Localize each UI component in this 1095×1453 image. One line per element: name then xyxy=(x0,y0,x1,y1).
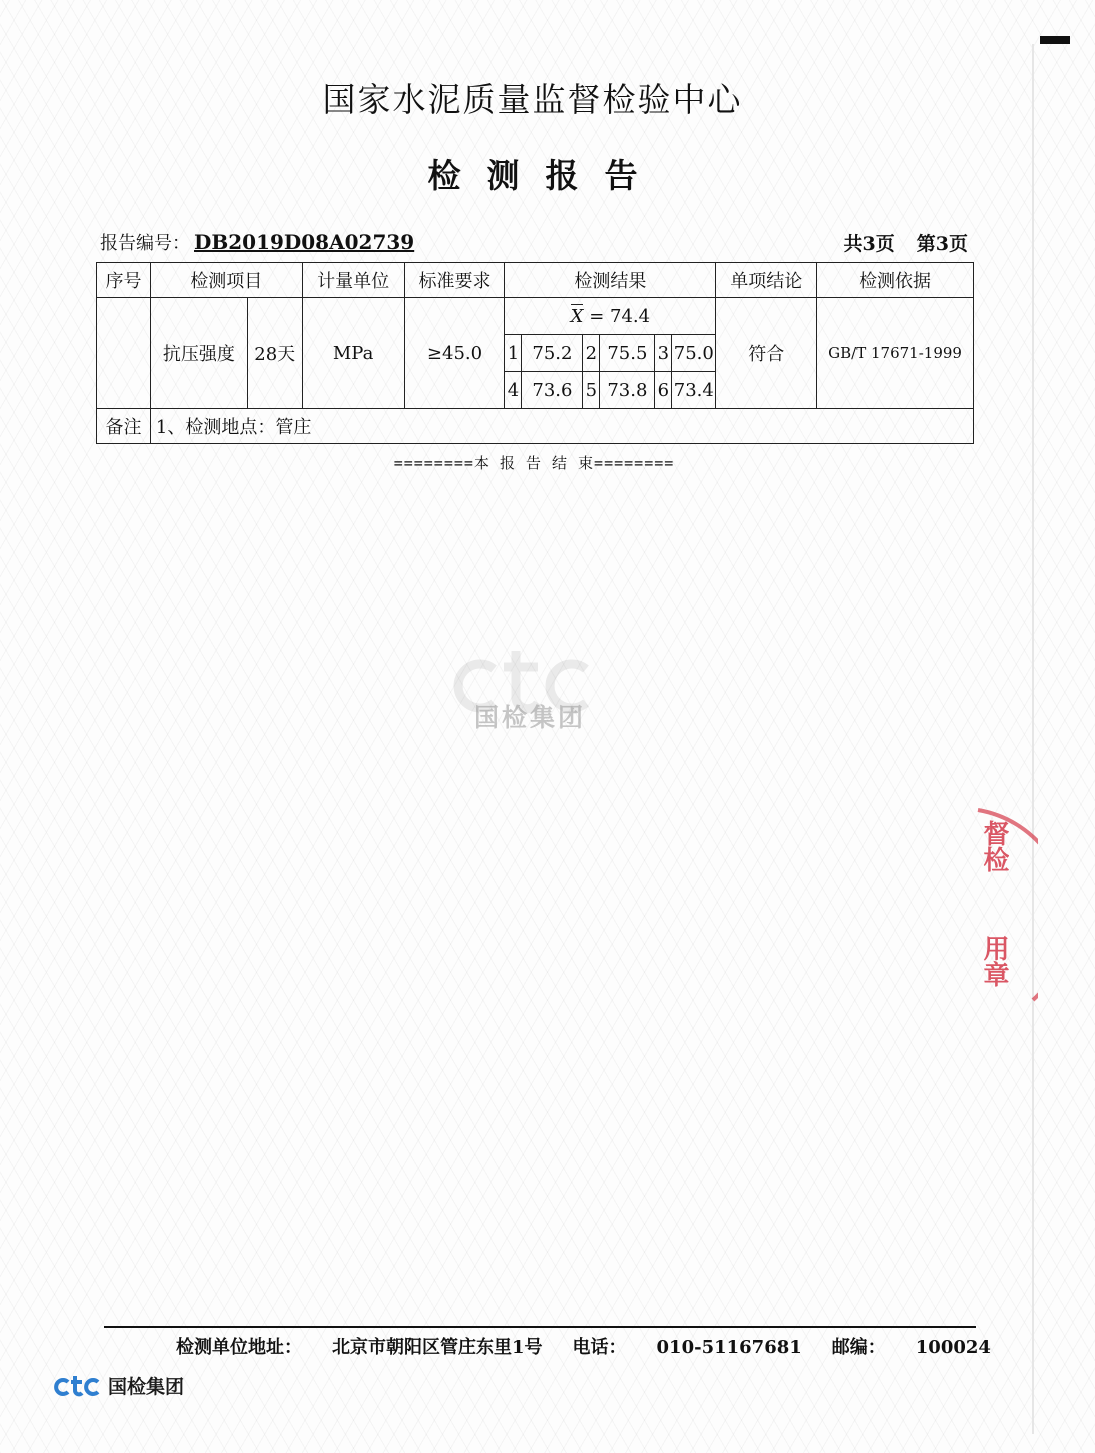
cell-conclusion: 符合 xyxy=(716,298,817,409)
result-index: 1 xyxy=(505,335,522,372)
report-number-value: DB2019D08A02739 xyxy=(194,230,415,254)
table-header-row xyxy=(97,263,974,298)
footer-phone xyxy=(573,1337,802,1358)
footer-zip xyxy=(832,1337,991,1358)
current-page: 第3页 xyxy=(916,233,968,255)
phone-value: 010-51167681 xyxy=(656,1337,802,1358)
result-index: 2 xyxy=(583,335,600,372)
result-value: 73.6 xyxy=(522,372,583,409)
header-unit: 计量单位 xyxy=(302,263,404,298)
watermark-text: 国检集团 xyxy=(473,703,586,732)
total-pages: 共3页 xyxy=(843,233,895,255)
page-indicator xyxy=(844,229,968,256)
cell-basis: GB/T 17671-1999 xyxy=(817,298,974,409)
seal-text-top: 督检 xyxy=(979,820,1009,872)
org-title: 国家水泥质量监督检验中心 xyxy=(322,80,743,119)
result-index: 3 xyxy=(655,335,672,372)
result-index: 4 xyxy=(505,372,522,409)
seal-text-bottom: 用章 xyxy=(979,935,1009,987)
logo-text: 国检集团 xyxy=(108,1376,185,1398)
mean-value: = 74.4 xyxy=(589,305,651,327)
ctc-logo xyxy=(54,1372,184,1399)
cell-item: 抗压强度 xyxy=(150,298,247,409)
cell-seq xyxy=(97,298,151,409)
address-value: 北京市朝阳区管庄东里1号 xyxy=(332,1337,543,1358)
cell-standard: ≥45.0 xyxy=(404,298,505,409)
report-end-marker: ========本 报 告 结 束======== xyxy=(393,454,675,472)
result-value: 75.5 xyxy=(600,335,655,372)
header-standard: 标准要求 xyxy=(404,263,505,298)
result-value: 75.0 xyxy=(672,335,716,372)
header-item: 检测项目 xyxy=(150,263,302,298)
address-label: 检测单位地址： xyxy=(176,1337,302,1358)
note-row xyxy=(97,409,974,444)
result-index: 5 xyxy=(583,372,600,409)
phone-label: 电话： xyxy=(572,1337,627,1358)
note-text: 1、检测地点：管庄 xyxy=(150,409,973,444)
header-conclusion: 单项结论 xyxy=(716,263,817,298)
result-value: 75.2 xyxy=(522,335,583,372)
zip-label: 邮编： xyxy=(831,1337,886,1358)
footer xyxy=(176,1333,991,1359)
mean-symbol: X xyxy=(570,305,584,327)
cell-age: 28天 xyxy=(247,298,302,409)
result-index: 6 xyxy=(655,372,672,409)
result-value: 73.8 xyxy=(600,372,655,409)
results-table xyxy=(96,262,974,444)
footer-address xyxy=(176,1337,543,1358)
cell-unit: MPa xyxy=(302,298,404,409)
table-row xyxy=(97,298,974,335)
doc-title: 检测报告 xyxy=(427,156,664,195)
zip-value: 100024 xyxy=(915,1337,991,1358)
scan-edge-line xyxy=(1032,44,1034,1434)
cell-mean xyxy=(505,298,716,335)
ctc-logo-icon xyxy=(54,1374,104,1398)
footer-rule xyxy=(104,1326,976,1328)
scan-edge-mark xyxy=(1040,36,1070,44)
header-basis: 检测依据 xyxy=(817,263,974,298)
report-number xyxy=(100,229,414,255)
note-label: 备注 xyxy=(97,409,151,444)
header-seq: 序号 xyxy=(97,263,151,298)
header-result: 检测结果 xyxy=(505,263,716,298)
report-number-label: 报告编号： xyxy=(100,233,190,254)
result-value: 73.4 xyxy=(672,372,716,409)
